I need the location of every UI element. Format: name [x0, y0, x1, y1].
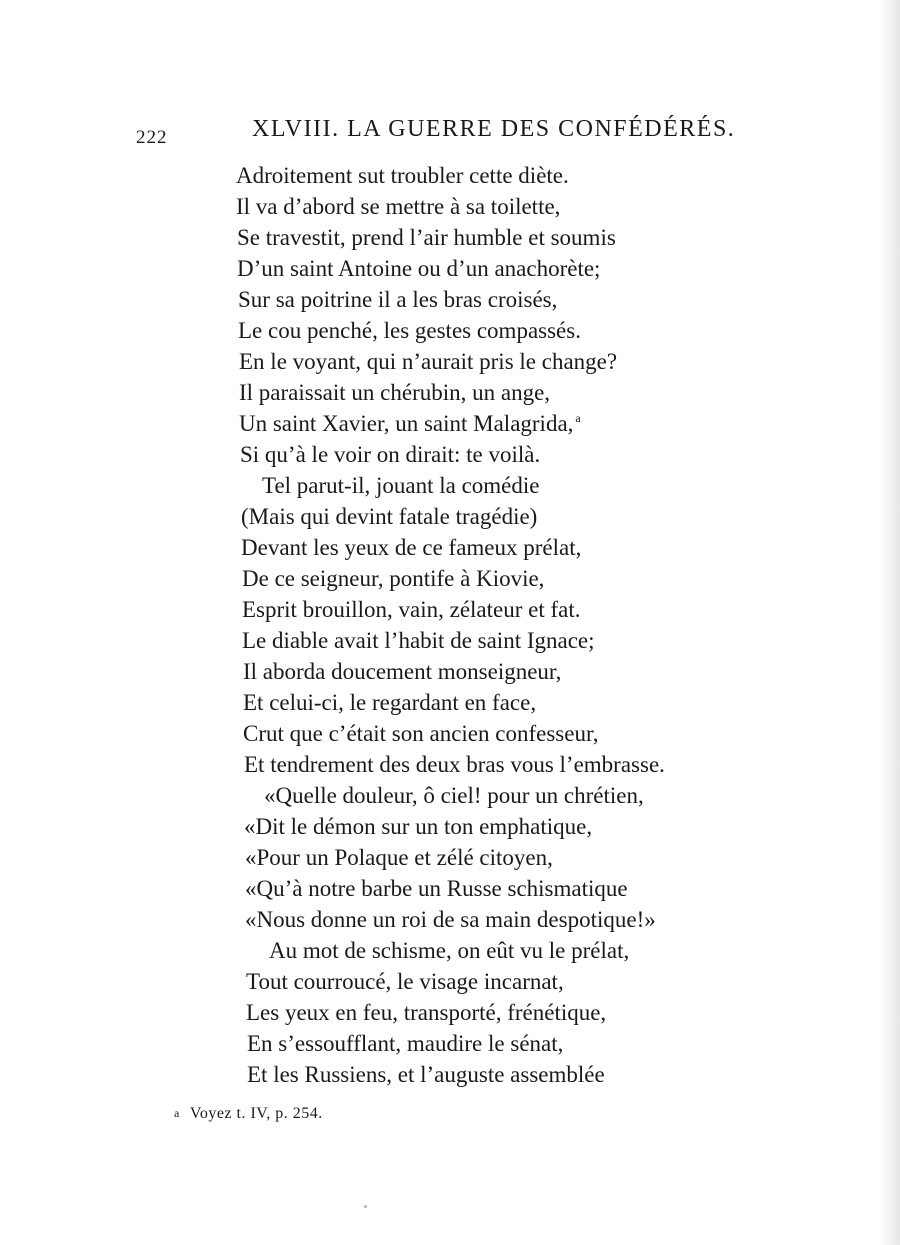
- verse-line: Sur sa poitrine il a les bras croisés,: [238, 287, 558, 312]
- page-edge-shadow: [878, 0, 900, 1245]
- page-number: 222: [136, 127, 168, 148]
- verse-line: Et tendrement des deux bras vous l’embrasse.: [244, 752, 665, 777]
- verse-line: «Nous donne un roi de sa main despotique!»: [245, 907, 656, 932]
- verse-line: Et celui-ci, le regardant en face,: [243, 690, 537, 715]
- paper-speck: [364, 1205, 367, 1208]
- verse-line: D’un saint Antoine ou d’un anachorète;: [237, 256, 601, 281]
- verse-line: Il va d’abord se mettre à sa toilette,: [236, 194, 561, 219]
- verse-line: Se travestit, prend l’air humble et soumis: [237, 225, 616, 250]
- verse-line: Crut que c’était son ancien confesseur,: [243, 721, 599, 746]
- verse-line: Tel parut-il, jouant la comédie: [262, 473, 540, 498]
- footnote-text: Voyez t. IV, p. 254.: [189, 1105, 323, 1122]
- verse-line: Au mot de schisme, on eût vu le prélat,: [269, 938, 630, 963]
- verse-line: En le voyant, qui n’aurait pris le change?: [239, 349, 618, 374]
- verse-line: «Dit le démon sur un ton emphatique,: [244, 814, 593, 839]
- verse-line: En s’essoufflant, maudire le sénat,: [247, 1031, 564, 1056]
- verse-line: «Qu’à notre barbe un Russe schismatique: [245, 876, 628, 901]
- running-head-title: XLVIII. LA GUERRE DES CONFÉDÉRÉS.: [252, 116, 736, 142]
- verse-line: «Pour un Polaque et zélé citoyen,: [245, 845, 553, 870]
- verse-line: (Mais qui devint fatale tragédie): [241, 504, 538, 529]
- verse-line: Les yeux en feu, transporté, frénétique,: [246, 1000, 607, 1025]
- verse-line: Le cou penché, les gestes compassés.: [238, 318, 581, 343]
- verse-line: Un saint Xavier, un saint Malagrida, $^a$: [239, 411, 581, 436]
- verse-line: Esprit brouillon, vain, zélateur et fat.: [242, 597, 581, 622]
- footnote-reference: a: [575, 411, 581, 426]
- verse-line: Et les Russiens, et l’auguste assemblée: [247, 1062, 605, 1087]
- verse-line: Si qu’à le voir on dirait: te voilà.: [240, 442, 541, 467]
- footnote: [174, 1105, 323, 1123]
- verse-line: Adroitement sut troubler cette diète.: [236, 163, 569, 188]
- verse-line: De ce seigneur, pontife à Kiovie,: [242, 566, 545, 591]
- verse-line: Le diable avait l’habit de saint Ignace;: [242, 628, 595, 653]
- verse-line: «Quelle douleur, ô ciel! pour un chrétien,: [264, 783, 644, 808]
- footnote-marker: a: [174, 1106, 180, 1120]
- verse-line: Tout courroucé, le visage incarnat,: [246, 969, 564, 994]
- verse-line: Devant les yeux de ce fameux prélat,: [241, 535, 582, 560]
- verse-line: Il paraissait un chérubin, un ange,: [239, 380, 551, 405]
- verse-line: Il aborda doucement monseigneur,: [243, 659, 562, 684]
